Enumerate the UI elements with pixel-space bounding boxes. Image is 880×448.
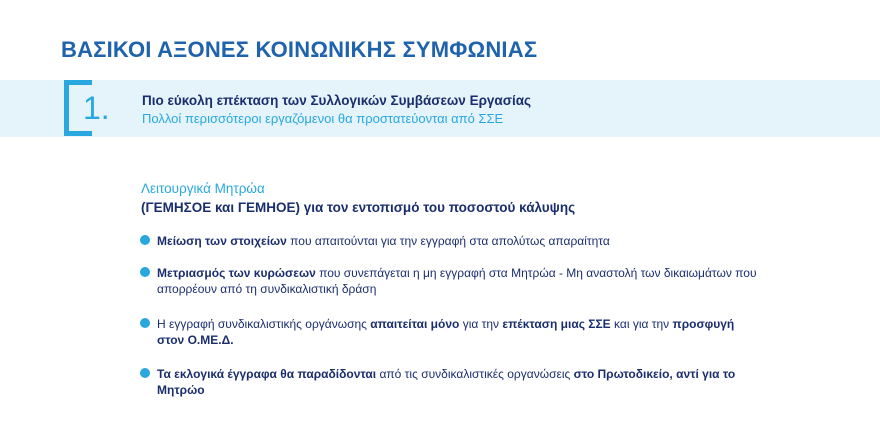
plain-text: για την bbox=[459, 317, 503, 331]
band-subheading: Πολλοί περισσότεροι εργαζόμενοι θα προστατεύονται από ΣΣΕ bbox=[142, 111, 504, 126]
list-item-text bbox=[157, 233, 760, 249]
bold-text: στο Πρωτοδικείο, αντί για το Μητρώο bbox=[157, 367, 736, 397]
section-subtitle: (ΓΕΜΗΣΟΕ και ΓΕΜΗΟΕ) για τον εντοπισμό του ποσοστού κάλυψης bbox=[141, 200, 576, 215]
bullet-icon bbox=[140, 318, 150, 328]
bold-text: Μείωση των στοιχείων bbox=[157, 234, 287, 248]
bold-text: προσφυγή στον Ο.ΜΕ.Δ. bbox=[157, 317, 735, 347]
point-number: 1. bbox=[83, 90, 110, 126]
highlight-band bbox=[0, 80, 880, 137]
plain-text: που απαιτούνται για την εγγραφή στα απολύτως απαραίτητα bbox=[286, 234, 610, 248]
page-title: ΒΑΣΙΚΟΙ ΑΞΟΝΕΣ ΚΟΙΝΩΝΙΚΗΣ ΣΥΜΦΩΝΙΑΣ bbox=[61, 37, 538, 62]
number-bracket bbox=[64, 80, 110, 136]
plain-text: από τις συνδικαλιστικές οργανώσεις bbox=[376, 367, 574, 381]
bold-text: επέκταση μιας ΣΣΕ bbox=[502, 317, 611, 331]
list-item bbox=[140, 366, 760, 398]
bold-text: Τα εκλογικά έγγραφα θα παραδίδονται bbox=[157, 367, 377, 381]
list-item bbox=[140, 316, 760, 348]
plain-text: και για την bbox=[610, 317, 673, 331]
bullet-icon bbox=[140, 235, 150, 245]
bullet-icon bbox=[140, 368, 150, 378]
list-item-text bbox=[157, 366, 760, 398]
bold-text: Μετριασμός των κυρώσεων bbox=[157, 266, 316, 280]
list-item-text bbox=[157, 265, 760, 297]
bullet-icon bbox=[140, 267, 150, 277]
section-title: Λειτουργικά Μητρώα bbox=[141, 181, 265, 196]
plain-text: Η εγγραφή συνδικαλιστικής οργάνωσης bbox=[157, 317, 371, 331]
plain-text: που συνεπάγεται η μη εγγραφή στα Μητρώα - Μη αναστολή των δικαιωμάτων που απορρέουν από τη συνδικαλιστική δράση bbox=[157, 266, 757, 296]
list-item bbox=[140, 265, 760, 297]
bold-text: απαιτείται μόνο bbox=[370, 317, 460, 331]
list-item-text bbox=[157, 316, 760, 348]
band-heading: Πιο εύκολη επέκταση των Συλλογικών Συμβάσεων Εργασίας bbox=[142, 93, 532, 108]
list-item bbox=[140, 233, 760, 249]
